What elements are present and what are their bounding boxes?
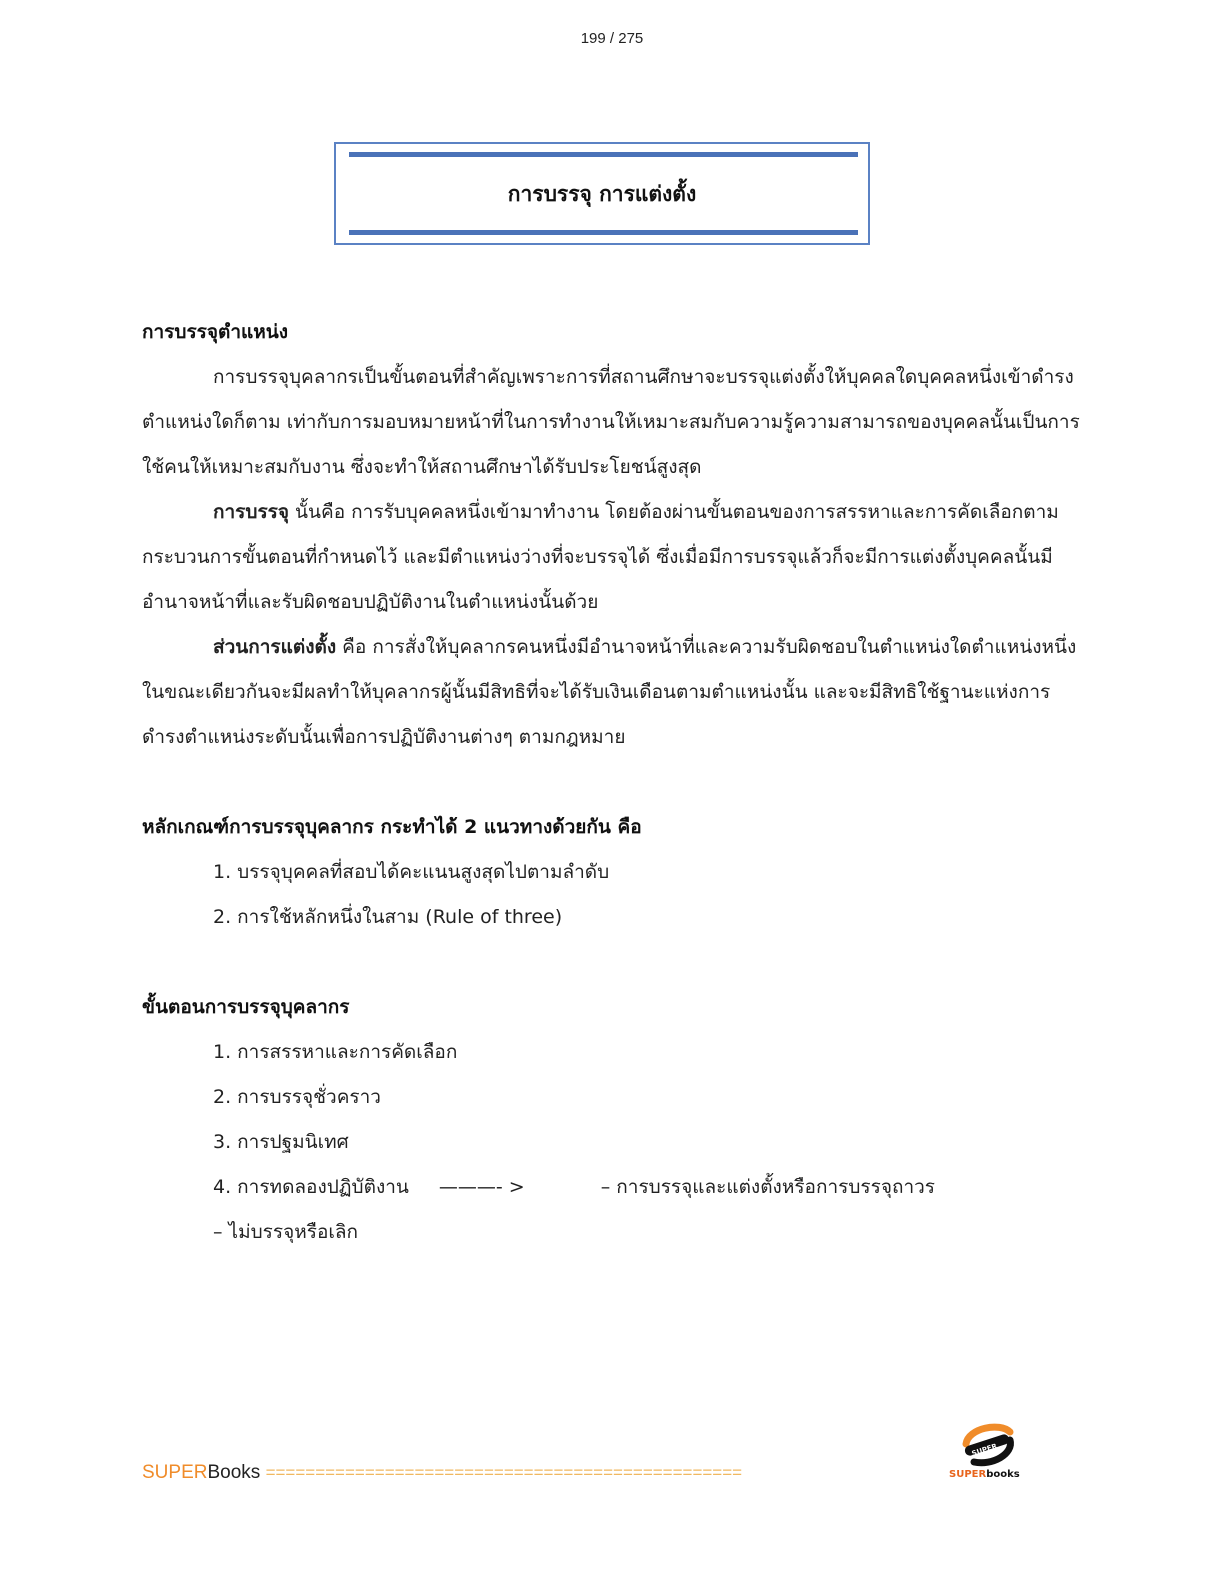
section-heading: การบรรจุตำแหน่ง — [142, 321, 289, 343]
list-item: 3. การปฐมนิเทศ — [213, 1131, 349, 1153]
outcome-dismiss: – ไม่บรรจุหรือเลิก — [213, 1221, 359, 1243]
page-title: การบรรจุ การแต่งตั้ง — [507, 182, 697, 206]
term-bold: การบรรจุ — [213, 501, 289, 523]
list-item: 1. การสรรหาและการคัดเลือก — [213, 1041, 458, 1063]
footer — [142, 1462, 1042, 1490]
section-principles — [142, 805, 1082, 940]
document-body — [142, 310, 1082, 1255]
term-bold: ส่วนการแต่งตั้ง — [213, 636, 337, 658]
list-item — [142, 1165, 1082, 1210]
section-heading: ขั้นตอนการบรรจุบุคลากร — [142, 996, 350, 1018]
paragraph-text: นั้นคือ การรับบุคคลหนึ่งเข้ามาทำงาน โดยต้องผ่านขั้นตอนของการสรรหาและการคัดเลือกตามกระบวนการขั้นตอนที่กำหนดไว้ และมีตำแหน่งว่างที่จะบรรจุได้ ซึ่งเมื่อมีการบรรจุแล้วก็จะมีการแต่งตั้งบุคคลนั้นมีอำนาจหน้าที่และรับผิดชอบปฏิบัติงานในตำแหน่งนั้นด้วย — [142, 501, 1059, 613]
page-number: 199 / 275 — [580, 30, 644, 47]
spacer — [142, 940, 1082, 985]
list-item: 2. การใช้หลักหนึ่งในสาม (Rule of three) — [213, 906, 563, 928]
logo-super: SUPER — [949, 1469, 987, 1480]
paragraph — [142, 490, 1082, 625]
spacer — [142, 760, 1082, 805]
footer-brand-super: SUPER — [142, 1462, 208, 1483]
section-heading: หลักเกณฑ์การบรรจุบุคลากร กระทำได้ 2 แนวทางด้วยกัน คือ — [142, 816, 642, 838]
paragraph — [142, 625, 1082, 760]
logo-books: books — [986, 1469, 1020, 1480]
list-item-text: 4. การทดลองปฏิบัติงาน — [213, 1176, 409, 1198]
title-top-rule — [349, 152, 858, 157]
list-item: 2. การบรรจุชั่วคราว — [213, 1086, 381, 1108]
svg-text:SUPER: SUPER — [970, 1442, 999, 1458]
paragraph: การบรรจุบุคลากรเป็นขั้นตอนที่สำคัญเพราะการที่สถานศึกษาจะบรรจุแต่งตั้งให้บุคคลใดบุคคลหนึ่งเข้าดำรงตำแหน่งใดก็ตาม เท่ากับการมอบหมายหน้าที่ในการทำงานให้เหมาะสมกับความรู้ความสามารถของบุคคลนั้นเป็นการใช้คนให้เหมาะสมกับงาน ซึ่งจะทำให้สถานศึกษาได้รับประโยชน์สูงสุด — [142, 366, 1080, 478]
section-steps — [142, 985, 1082, 1255]
paragraph-text: คือ การสั่งให้บุคลากรคนหนึ่งมีอำนาจหน้าที่และความรับผิดชอบในตำแหน่งใดตำแหน่งหนึ่ง ในขณะเดียวกันจะมีผลทำให้บุคลากรผู้นั้นมีสิทธิที่จะได้รับเงินเดือนตามตำแหน่งนั้น และจะมีสิทธิใช้ฐานะแห่งการดำรงตำแหน่งระดับนั้นเพื่อการปฏิบัติงานต่างๆ ตามกฎหมาย — [142, 636, 1077, 748]
title-box — [334, 142, 870, 245]
footer-brand-books: Books — [207, 1462, 261, 1483]
arrow-text: ———- > — [438, 1176, 525, 1198]
list-item: 1. บรรจุบุคคลที่สอบได้คะแนนสูงสุดไปตามลำดับ — [213, 861, 610, 883]
section-appointment — [142, 310, 1082, 760]
logo-wordmark — [949, 1469, 1020, 1480]
outcome-permanent: – การบรรจุและแต่งตั้งหรือการบรรจุถาวร — [600, 1176, 935, 1198]
title-bottom-rule — [349, 230, 858, 235]
footer-rule: ================================================ — [265, 1463, 743, 1482]
